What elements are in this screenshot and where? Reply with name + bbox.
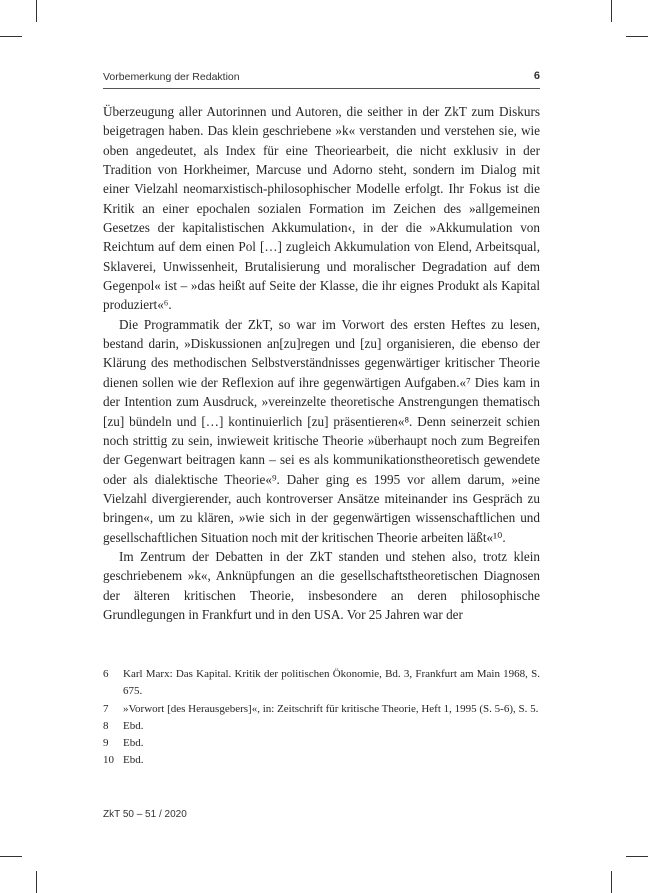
footnote-6 xyxy=(103,666,540,701)
journal-footer: ZkT 50 – 51 / 2020 xyxy=(103,809,187,820)
footnote-number: 8 xyxy=(103,719,109,732)
footnote-text: Ebd. xyxy=(123,754,144,767)
footnote-text: Karl Marx: Das Kapital. Kritik der politischen Ökonomie, Bd. 3, Frankfurt am Main 1968, S. 675. xyxy=(123,668,540,698)
footnote-8 xyxy=(103,718,540,735)
footnote-text: »Vorwort [des Herausgebers]«, in: Zeitschrift für kritische Theorie, Heft 1, 1995 (S. 5-6), S. 5. xyxy=(123,702,539,715)
crop-mark-bottom-right-vertical xyxy=(611,871,612,893)
footnote-9 xyxy=(103,735,540,752)
crop-mark-top-left-horizontal xyxy=(0,36,22,37)
crop-mark-top-right-horizontal xyxy=(626,36,648,37)
footnote-number: 9 xyxy=(103,737,109,750)
footnote-10 xyxy=(103,752,540,769)
page-number: 6 xyxy=(533,70,540,82)
crop-mark-top-left-vertical xyxy=(36,0,37,22)
footnote-7 xyxy=(103,701,540,718)
crop-mark-bottom-right-horizontal xyxy=(626,856,648,857)
footnote-number: 7 xyxy=(103,702,109,715)
footnotes xyxy=(103,666,540,770)
paragraph-3: Im Zentrum der Debatten in der ZkT standen und stehen also, trotz klein geschriebenem »k«, Anknüpfungen an die gesellschaftstheoretischen Diagnosen der älteren kritischen Theorie, insbesondere an deren philosophische Grundlegungen in Frankfurt und in den USA. Vor 25 Jahren war der xyxy=(103,548,540,622)
paragraph-2: Die Programmatik der ZkT, so war im Vorwort des ersten Heftes zu lesen, bestand darin, »Diskussionen an[zu]regen und [zu] organisieren, die ebenso der Klärung des methodischen Selbstverständnisses gegenwärtiger kritischer Theorie dienen sollen wie der Reflexion auf ihre gegenwärtigen Aufgaben.«⁷ Dies kam in der Intention zum Ausdruck, »vereinzelte theoretische Anstrengungen thematisch [zu] bündeln und […] kontinuierlich [zu] präsentieren«⁸. Denn seinerzeit schien noch strittig zu sein, inwieweit kritische Theorie »überhaupt noch zum Begreifen der Gegenwart beitragen kann – sei es als kommunikationstheoretisch gewendete oder als dialektische Theorie«⁹. Daher ging es 1995 vor allem darum, »eine Vielzahl divergierender, auch kontroverser Ansätze miteinander ins Gespräch zu bringen«, um zu klären, »wie sich in der gegenwärtigen wissenschaftlichen und gesellschaftlichen Situation noch mit der kritischen Theorie arbeiten läßt«¹⁰. xyxy=(103,316,540,545)
paragraph-1: Überzeugung aller Autorinnen und Autoren, die seither in der ZkT zum Diskurs beigetragen haben. Das klein geschriebene »k« verstanden und verstehen sie, wie oben angedeutet, als Index für eine Theoriearbeit, die nicht exklusiv in der Tradition von Horkheimer, Marcuse und Adorno steht, sondern im Dialog mit einer Vielzahl neomarxistisch-philosophischer Modelle erfolgt. Ihr Fokus ist die Kritik an einer epochalen sozialen Formation im Zeichen des »allgemeinen Gesetzes der kapitalistischen Akkumulation‹, in der die »Akkumulation von Reichtum auf dem einen Pol […] zugleich Akkumulation von Elend, Arbeitsqual, Sklaverei, Unwissenheit, Brutalisierung und moralischer Degradation auf dem Gegenpol« ist – »das heißt auf Seite der Klasse, die ihr eignes Produkt als Kapital produziert«⁶. xyxy=(103,104,540,313)
crop-mark-top-right-vertical xyxy=(611,0,612,22)
main-text xyxy=(103,102,540,624)
footnote-text: Ebd. xyxy=(123,737,144,750)
footnote-number: 10 xyxy=(103,754,114,767)
header-rule xyxy=(103,88,540,89)
running-header-title: Vorbemerkung der Redaktion xyxy=(103,71,240,83)
running-header xyxy=(103,69,540,87)
crop-mark-bottom-left-vertical xyxy=(36,871,37,893)
footnote-text: Ebd. xyxy=(123,719,144,732)
crop-mark-bottom-left-horizontal xyxy=(0,856,22,857)
footnote-number: 6 xyxy=(103,668,109,680)
